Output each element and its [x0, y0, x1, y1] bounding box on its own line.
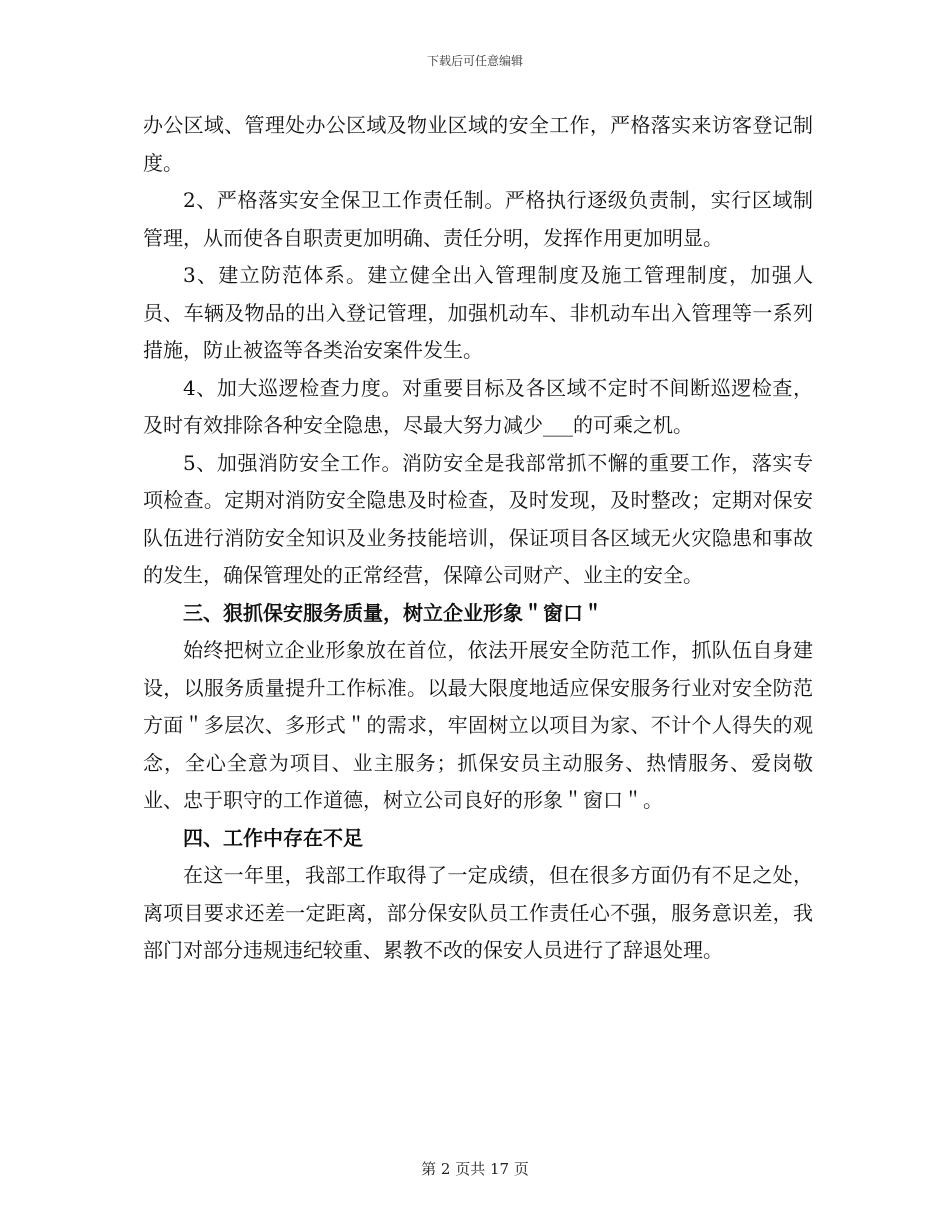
paragraph-2: 2、严格落实安全保卫工作责任制。严格执行逐级负责制，实行区域制管理，从而使各自职责更加明确、责任分明，发挥作用更加明显。 — [143, 188, 813, 250]
page-number: 第 2 页共 17 页 — [421, 1160, 529, 1178]
section-heading-4: 四、工作中存在不足 — [183, 825, 363, 850]
section-heading-3: 三、狠抓保安服务质量，树立企业形象＂窗口＂ — [183, 600, 603, 625]
page-header: 下载后可任意编辑 — [426, 54, 523, 68]
document-body — [143, 107, 813, 970]
paragraph-6: 始终把树立企业形象放在首位，依法开展安全防范工作，抓队伍自身建设，以服务质量提升工作标准。以最大限度地适应保安服务行业对安全防范方面＂多层次、多形式＂的需求，牢固树立以项目为家、不计个人得失的观念，全心全意为项目、业主服务；抓保安员主动服务、热情服务、爱岗敬业、忠于职守的工作道德，树立公司良好的形象＂窗口＂。 — [143, 638, 813, 812]
paragraph-5: 5、加强消防安全工作。消防安全是我部常抓不懈的重要工作，落实专项检查。定期对消防安全隐患及时检查，及时发现，及时整改；定期对保安队伍进行消防安全知识及业务技能培训，保证项目各区域无火灾隐患和事故的发生，确保管理处的正常经营，保障公司财产、业主的安全。 — [143, 450, 813, 587]
paragraph-7: 在这一年里，我部工作取得了一定成绩，但在很多方面仍有不足之处，离项目要求还差一定距离，部分保安队员工作责任心不强，服务意识差，我部门对部分违规违纪较重、累教不改的保安人员进行了辞退处理。 — [143, 863, 813, 962]
paragraph-1: 办公区域、管理处办公区域及物业区域的安全工作，严格落实来访客登记制度。 — [143, 113, 813, 175]
paragraph-3: 3、建立防范体系。建立健全出入管理制度及施工管理制度，加强人员、车辆及物品的出入登记管理，加强机动车、非机动车出入管理等一系列措施，防止被盗等各类治安案件发生。 — [143, 263, 813, 362]
paragraph-4: 4、加大巡逻检查力度。对重要目标及各区域不定时不间断巡逻检查，及时有效排除各种安全隐患，尽最大努力减少___的可乘之机。 — [143, 375, 813, 437]
